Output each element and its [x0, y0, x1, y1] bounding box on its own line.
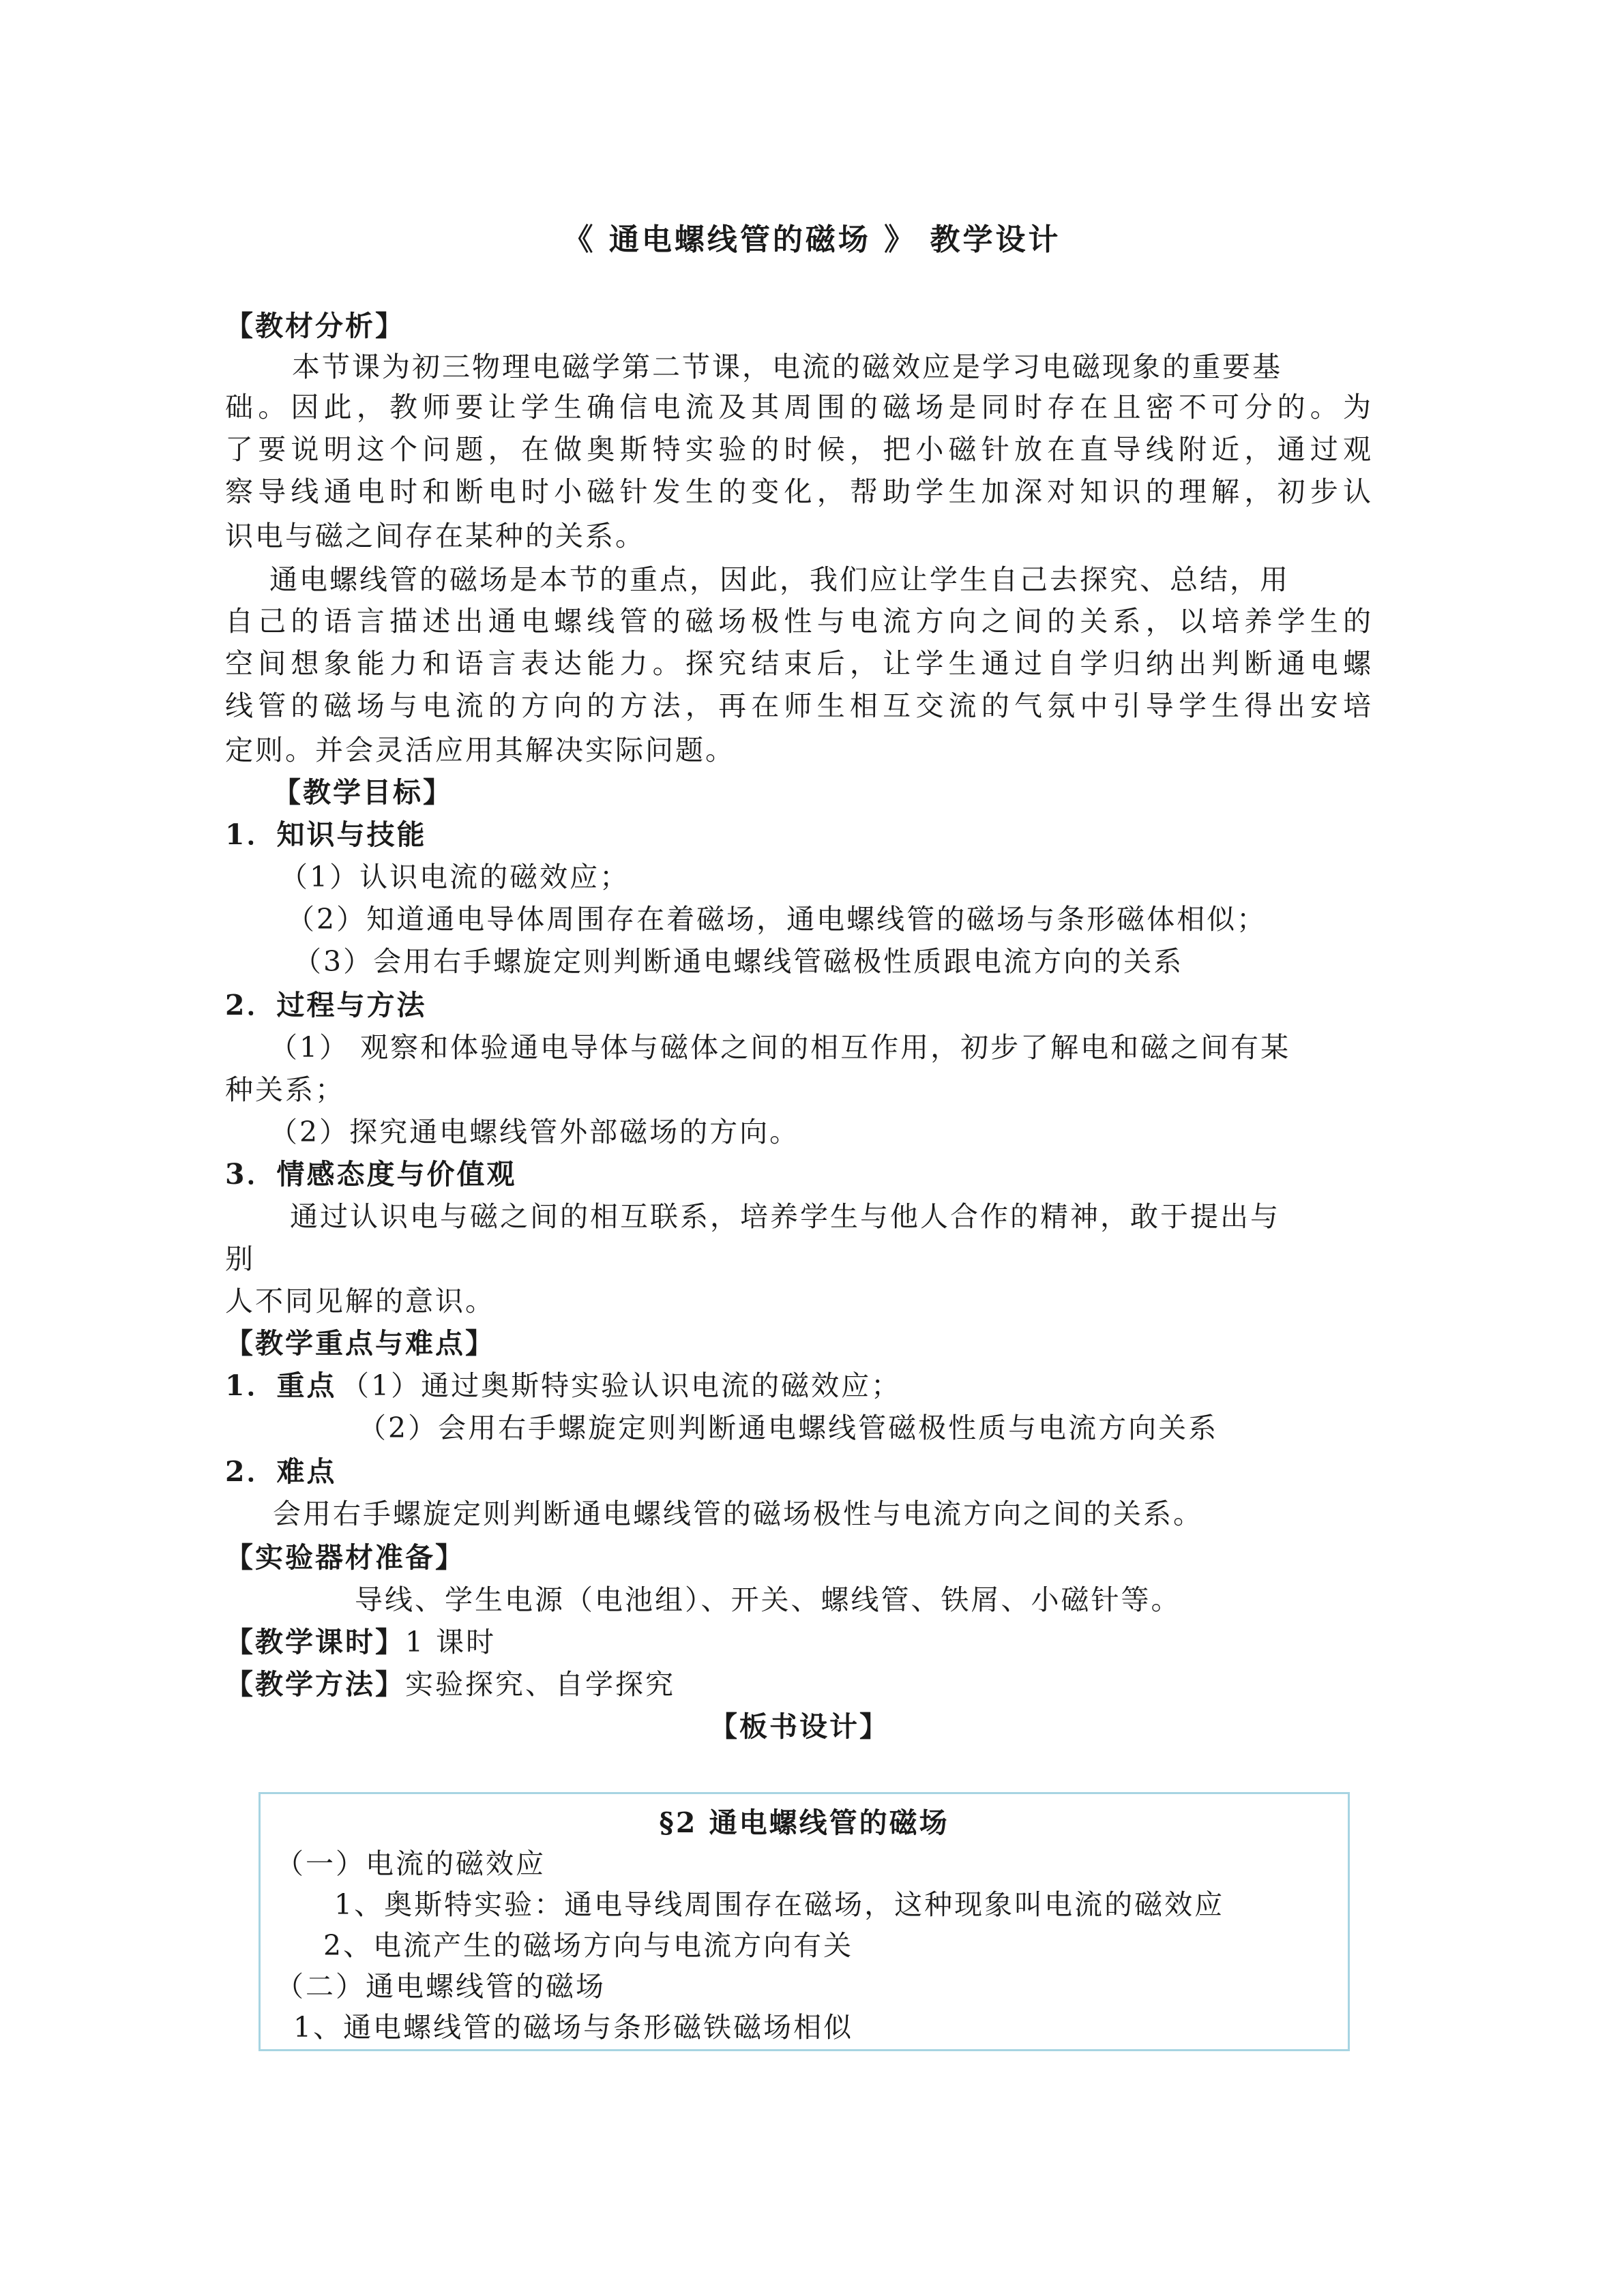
board-design-box [259, 1792, 1350, 2051]
process-method-title: 2．过程与方法 [225, 989, 427, 1022]
analysis-p1-line: 识电与磁之间存在某种的关系。 [225, 520, 645, 552]
knowledge-skills-title: 1．知识与技能 [225, 818, 427, 851]
class-hours-label: 【教学课时】 [225, 1626, 405, 1658]
analysis-p2-line: 通电螺线管的磁场是本节的重点，因此，我们应让学生自己去探究、总结，用 [269, 563, 1290, 596]
board-heading: 【板书设计】 [709, 1710, 889, 1743]
class-hours [225, 1623, 496, 1661]
board-item: 1、通电螺线管的磁场与条形磁铁磁场相似 [293, 2011, 854, 2044]
key-points-heading: 【教学重点与难点】 [225, 1327, 495, 1360]
board-item: 2、电流产生的磁场方向与电流方向有关 [323, 1929, 854, 1962]
emotion-text: 通过认识电与磁之间的相互联系，培养学生与他人合作的精神，敢于提出与 [290, 1200, 1280, 1233]
page-title: 《 通电螺线管的磁场 》 教学设计 [563, 222, 1061, 257]
analysis-heading: 【教材分析】 [225, 310, 405, 342]
process-item-continued: 种关系； [225, 1073, 345, 1106]
teaching-method-label: 【教学方法】 [225, 1668, 405, 1701]
process-item: （1） 观察和体验通电导体与磁体之间的相互作用，初步了解电和磁之间有某 [269, 1031, 1291, 1064]
equipment-text: 导线、学生电源（电池组）、开关、螺线管、铁屑、小磁针等。 [355, 1583, 1181, 1616]
board-section: （二）通电螺线管的磁场 [276, 1970, 606, 2003]
focus-item: （1）通过奥斯特实验认识电流的磁效应； [341, 1369, 902, 1402]
analysis-p1-line: 察导线通电时和断电时小磁针发生的变化，帮助学生加深对知识的理解，初步认 [225, 475, 1372, 508]
analysis-p2-line: 定则。并会灵活应用其解决实际问题。 [225, 734, 735, 766]
board-section: （一）电流的磁效应 [276, 1847, 546, 1880]
process-item: （2）探究通电螺线管外部磁场的方向。 [269, 1116, 800, 1148]
board-title: §2 通电螺线管的磁场 [659, 1806, 949, 1839]
knowledge-item: （1）认识电流的磁效应； [280, 861, 630, 893]
difficulty-label: 2．难点 [225, 1455, 337, 1488]
emotion-text: 人不同见解的意识。 [225, 1285, 495, 1317]
board-item: 1、奥斯特实验：通电导线周围存在磁场，这种现象叫电流的磁效应 [334, 1888, 1225, 1921]
teaching-method-value: 实验探究、自学探究 [405, 1668, 675, 1701]
difficulty-text: 会用右手螺旋定则判断通电螺线管的磁场极性与电流方向之间的关系。 [273, 1497, 1203, 1530]
goals-heading: 【教学目标】 [273, 776, 453, 809]
analysis-p2-line: 空间想象能力和语言表达能力。探究结束后，让学生通过自学归纳出判断通电螺 [225, 647, 1372, 680]
analysis-p2-line: 线管的磁场与电流的方向的方法，再在师生相互交流的气氛中引导学生得出安培 [225, 689, 1372, 722]
focus-label: 1．重点 [225, 1369, 337, 1402]
class-hours-value: 1 课时 [405, 1626, 497, 1658]
focus-item: （2）会用右手螺旋定则判断通电螺线管磁极性质与电流方向关系 [358, 1412, 1219, 1444]
emotion-values-title: 3．情感态度与价值观 [225, 1158, 517, 1191]
knowledge-item: （3）会用右手螺旋定则判断通电螺线管磁极性质跟电流方向的关系 [293, 945, 1184, 978]
emotion-text: 别 [225, 1242, 255, 1275]
equipment-heading: 【实验器材准备】 [225, 1541, 465, 1574]
teaching-method [225, 1665, 675, 1703]
analysis-p1-line: 础。因此，教师要让学生确信电流及其周围的磁场是同时存在且密不可分的。为 [225, 391, 1372, 423]
analysis-p1-line: 本节课为初三物理电磁学第二节课，电流的磁效应是学习电磁现象的重要基 [292, 351, 1282, 383]
analysis-p2-line: 自己的语言描述出通电螺线管的磁场极性与电流方向之间的关系，以培养学生的 [225, 605, 1372, 638]
analysis-p1-line: 了要说明这个问题，在做奥斯特实验的时候，把小磁针放在直导线附近，通过观 [225, 433, 1372, 466]
knowledge-item: （2）知道通电导体周围存在着磁场，通电螺线管的磁场与条形磁体相似； [286, 903, 1267, 936]
